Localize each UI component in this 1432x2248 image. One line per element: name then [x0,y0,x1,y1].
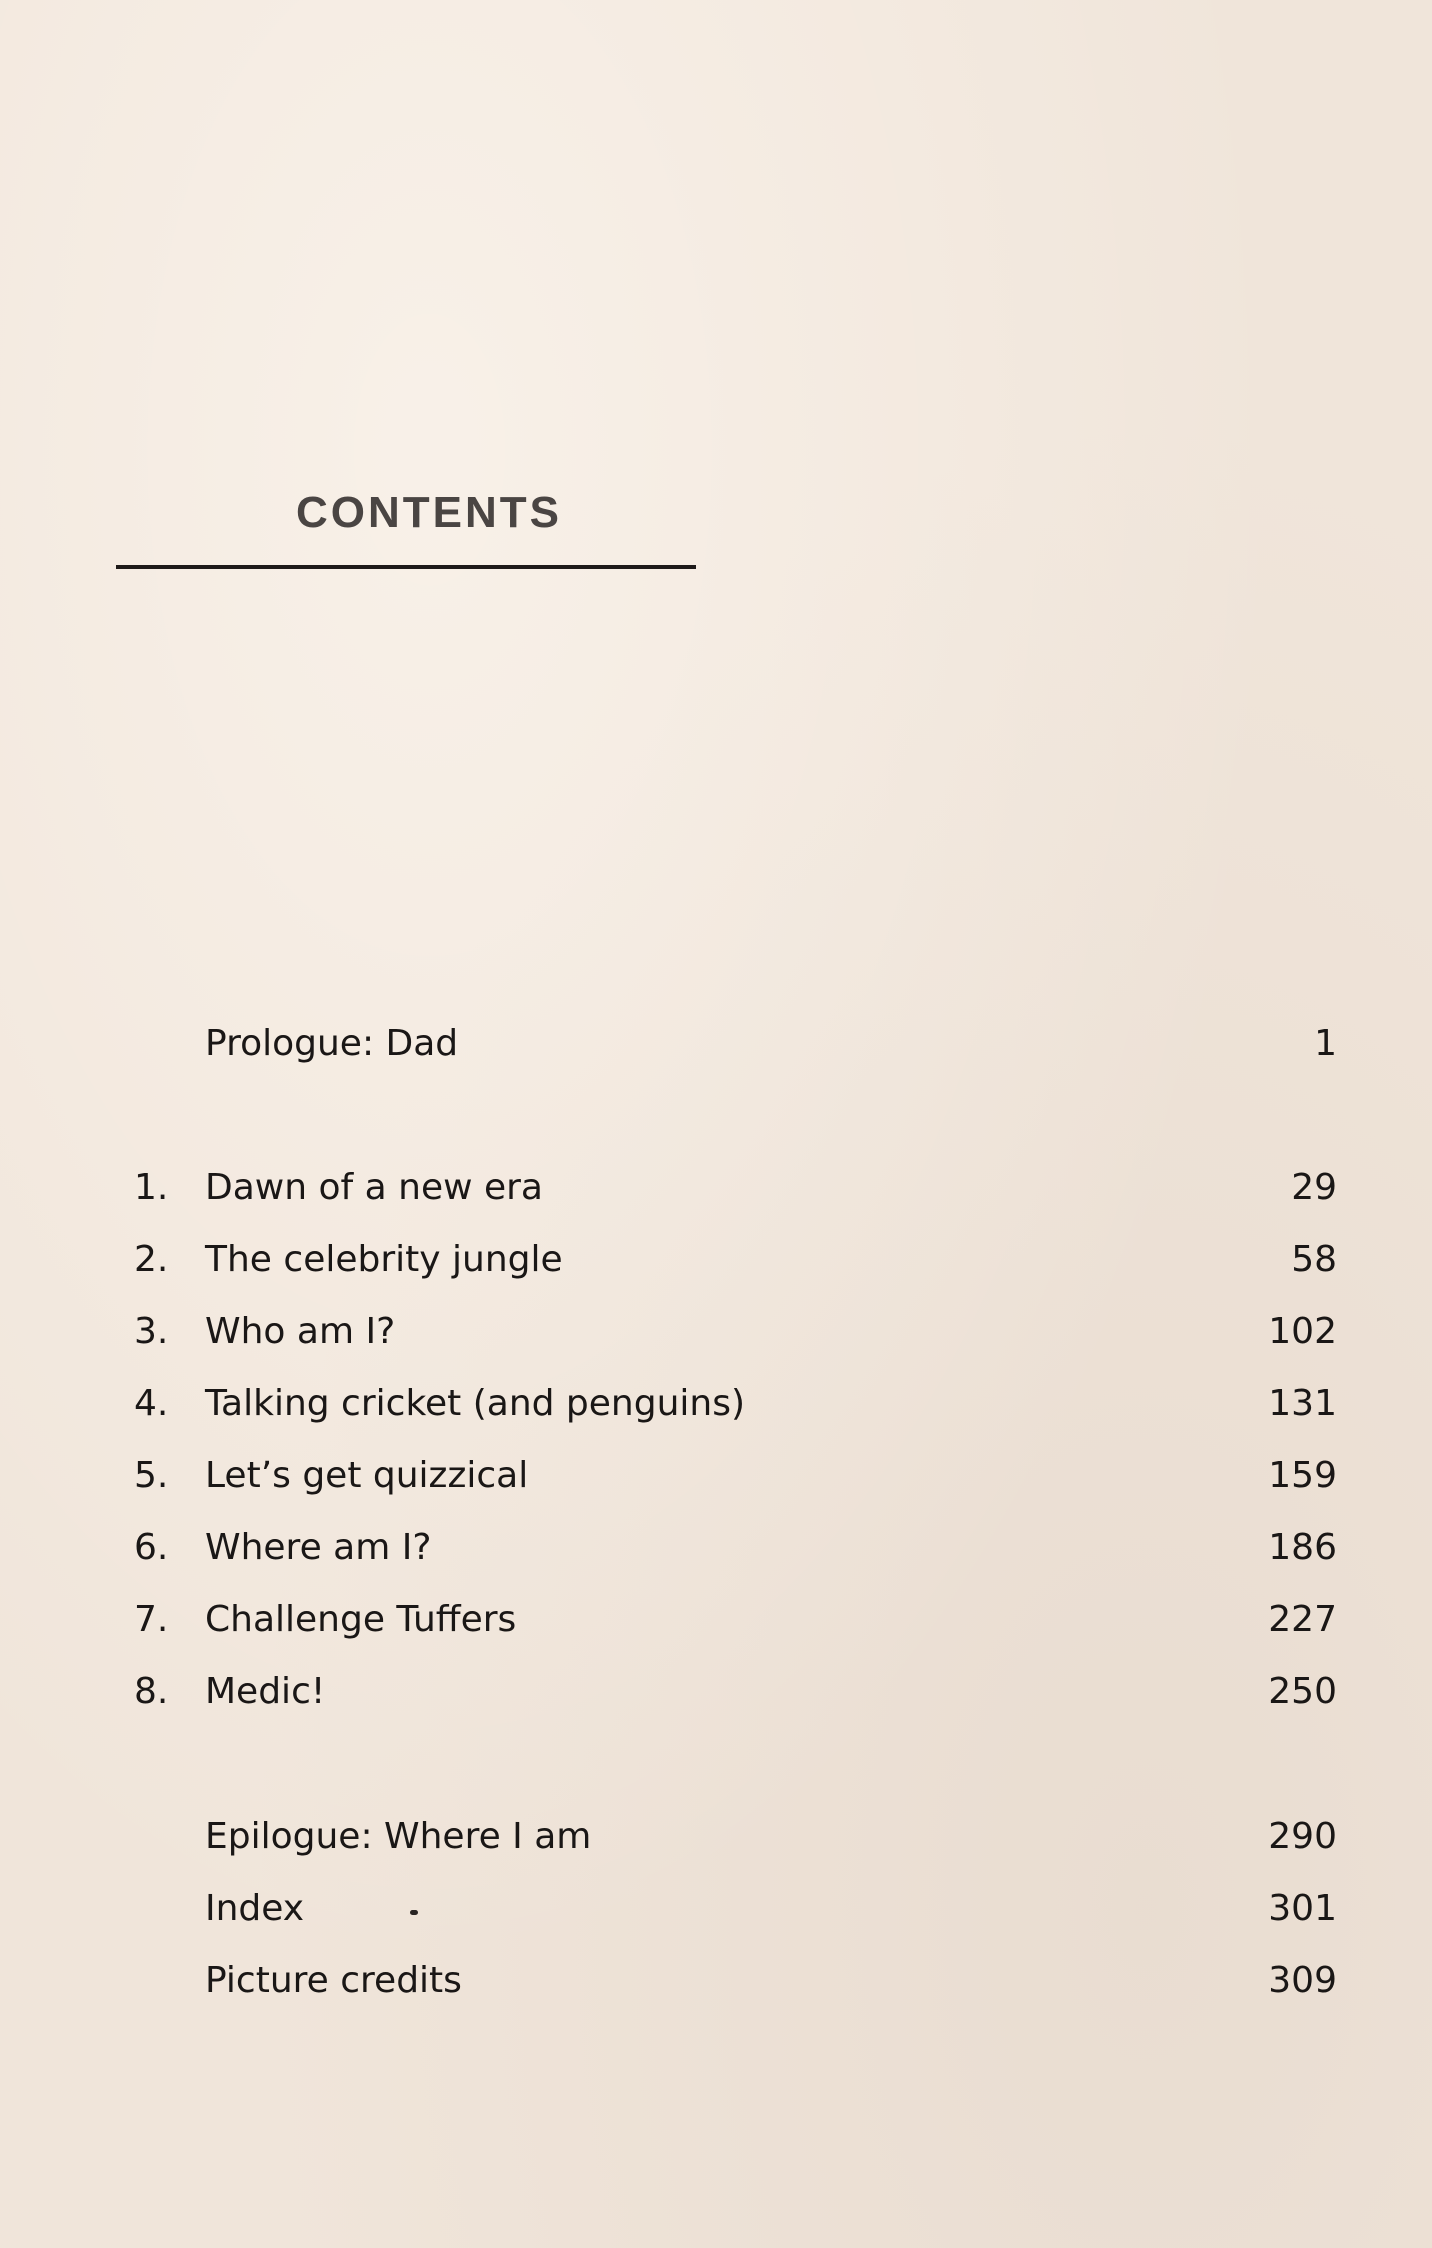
entry-title: Medic! [205,1671,326,1712]
entry-number: 6. [134,1527,169,1568]
toc-entry-chapter-5 [0,1446,1432,1506]
toc-entry-picture-credits [0,1951,1432,2011]
entry-number: 2. [134,1239,169,1280]
toc-entry-epilogue [0,1807,1432,1867]
entry-page: 227 [1268,1599,1337,1640]
entry-number: 1. [134,1167,169,1208]
heading-rule [116,565,696,569]
entry-title: The celebrity jungle [205,1239,563,1280]
entry-page: 309 [1268,1960,1337,2001]
ink-speck [410,1910,418,1915]
toc-entry-chapter-6 [0,1518,1432,1578]
toc-entry-chapter-7 [0,1590,1432,1650]
entry-page: 102 [1268,1311,1337,1352]
entry-page: 131 [1268,1383,1337,1424]
entry-page: 29 [1291,1167,1337,1208]
entry-page: 290 [1268,1816,1337,1857]
entry-title: Epilogue: Where I am [205,1816,592,1857]
toc-entry-chapter-1 [0,1158,1432,1218]
entry-title: Dawn of a new era [205,1167,543,1208]
toc-entry-chapter-8 [0,1662,1432,1722]
entry-number: 8. [134,1671,169,1712]
entry-title: Index [205,1888,305,1929]
entry-title: Talking cricket (and penguins) [205,1383,746,1424]
entry-page: 186 [1268,1527,1337,1568]
entry-number: 4. [134,1383,169,1424]
entry-page: 1 [1314,1023,1337,1064]
entry-title: Picture credits [205,1960,462,2001]
entry-page: 58 [1291,1239,1337,1280]
entry-number: 3. [134,1311,169,1352]
toc-entry-chapter-4 [0,1374,1432,1434]
toc-entry-chapter-3 [0,1302,1432,1362]
entry-title: Who am I? [205,1311,396,1352]
toc-entry-index [0,1879,1432,1939]
entry-page: 159 [1268,1455,1337,1496]
entry-page: 250 [1268,1671,1337,1712]
entry-page: 301 [1268,1888,1337,1929]
toc-entry-chapter-2 [0,1230,1432,1290]
contents-heading: CONTENTS [296,488,562,537]
entry-title: Challenge Tuffers [205,1599,517,1640]
entry-number: 5. [134,1455,169,1496]
toc-entry-prologue [0,1014,1432,1074]
entry-number: 7. [134,1599,169,1640]
entry-title: Let’s get quizzical [205,1455,529,1496]
entry-title: Where am I? [205,1527,432,1568]
entry-title: Prologue: Dad [205,1023,459,1064]
